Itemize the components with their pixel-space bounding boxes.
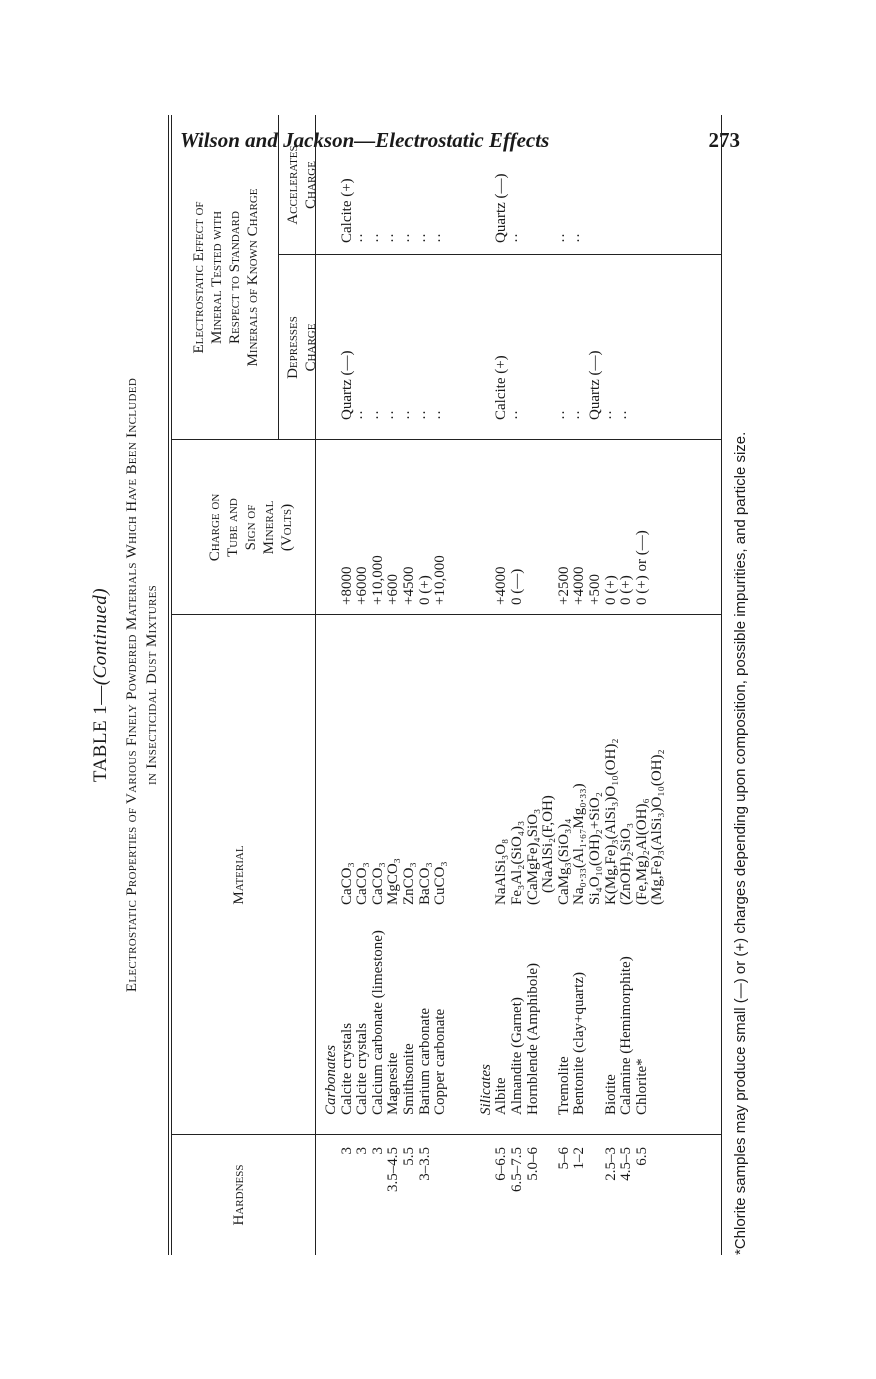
- accelerates-value: ··: [571, 233, 588, 243]
- material-formula: (CaMgFe)₄SiO₃: [524, 808, 541, 905]
- material-formula: MgCO₃: [385, 858, 402, 905]
- hardness-value: 1–2: [571, 1147, 588, 1170]
- material-name: Calcite crystals: [338, 1022, 355, 1115]
- column-divider: [278, 254, 721, 255]
- hardness-value: 2.5–3: [602, 1147, 619, 1181]
- running-title: Wilson and Jackson—Electrostatic Effects: [180, 128, 550, 152]
- hardness-value: 6.5: [633, 1147, 650, 1166]
- charge-value: +4000: [571, 566, 588, 605]
- rotated-table: [90, 55, 770, 1255]
- hardness-value: 4.5–5: [618, 1147, 635, 1181]
- subheader-rule: [278, 115, 279, 440]
- charge-value: +500: [587, 574, 603, 605]
- accelerates-value: ··: [509, 233, 525, 243]
- charge-value: +4000: [493, 566, 510, 605]
- header-depresses: [284, 255, 320, 440]
- effect-line: Electrostatic Effect of: [191, 201, 207, 354]
- material-name: Hornblende (Amphibole): [524, 962, 541, 1115]
- depresses-line: Charge: [303, 323, 319, 372]
- material-name: Bentonite (clay+quartz): [571, 972, 588, 1115]
- column-divider: [172, 1134, 721, 1135]
- accelerates-value: ··: [385, 233, 402, 243]
- material-formula: BaCO₃: [416, 862, 433, 905]
- accelerates-value: ··: [369, 233, 386, 243]
- material-name: Chlorite*: [633, 1058, 650, 1115]
- table-bottom-rule: [721, 115, 722, 1255]
- depresses-value: ··: [571, 410, 588, 420]
- depresses-value: ··: [602, 410, 619, 420]
- charge-value: +10,000: [369, 555, 386, 605]
- material-formula: (ZnOH)₂SiO₃: [618, 822, 635, 905]
- accelerates-line: Charge: [303, 161, 319, 209]
- charge-line: Charge on: [207, 493, 223, 562]
- table-top-rule: [168, 115, 172, 1255]
- charge-value: 0 (+) or (—): [633, 530, 650, 605]
- material-formula: NaAlSi₃O₈: [493, 838, 510, 905]
- depresses-value: ··: [401, 410, 417, 420]
- material-name: Calcite crystals: [354, 1022, 371, 1115]
- page-number: 273: [708, 128, 740, 152]
- hardness-value: 5.5: [401, 1147, 417, 1166]
- material-formula: Fe₃Al₂(SiO₄)₃: [509, 820, 525, 905]
- charge-line: Mineral: [261, 500, 277, 555]
- effect-line: Minerals of Known Charge: [245, 188, 261, 367]
- accelerates-value: ··: [416, 233, 433, 243]
- footnote: *Chlorite samples may produce small (—) or (+) charges depending upon composition, possible impurities, and particle size.: [732, 431, 749, 1255]
- material-formula: CaMg₃(SiO₃)₄: [555, 818, 572, 905]
- charge-line: Tube and: [225, 498, 241, 557]
- depresses-value: ··: [432, 410, 449, 420]
- material-name: Albite: [493, 1077, 510, 1115]
- header-effect: [190, 115, 262, 440]
- material-formula: Si₄O₁₀(OH)₂+SiO₂: [587, 792, 603, 905]
- header-charge: [206, 440, 296, 615]
- table-title: TABLE 1—(Continued): [90, 587, 111, 783]
- charge-value: +600: [385, 574, 402, 605]
- material-formula: Na₀.₃₃(Al₁.₆₇Mg₀.₃₃): [571, 783, 588, 905]
- charge-value: +10,000: [432, 555, 449, 605]
- hardness-value: 3: [338, 1147, 355, 1155]
- charge-value: 0 (+): [618, 575, 635, 605]
- depresses-value: ··: [354, 410, 371, 420]
- hardness-value: 6–6.5: [493, 1147, 510, 1181]
- material-formula: CaCO₃: [338, 862, 355, 905]
- depresses-line: Depresses: [285, 316, 301, 379]
- depresses-value: ··: [618, 410, 635, 420]
- charge-value: +6000: [354, 566, 371, 605]
- charge-line: (Volts): [279, 503, 295, 552]
- accelerates-value: ··: [432, 233, 449, 243]
- accelerates-value: ··: [555, 233, 572, 243]
- accelerates-value: ··: [401, 233, 417, 243]
- material-name: Smithsonite: [401, 1043, 417, 1115]
- depresses-value: ··: [555, 410, 572, 420]
- depresses-value: ··: [369, 410, 386, 420]
- effect-line: Respect to Standard: [227, 211, 243, 344]
- material-name: Magnesite: [385, 1052, 402, 1115]
- charge-value: 0 (+): [602, 575, 619, 605]
- data-table: [168, 115, 723, 1255]
- material-name: Almandite (Garnet): [509, 997, 525, 1115]
- material-name: Calamine (Hemimorphite): [618, 956, 635, 1115]
- material-name: Copper carbonate: [432, 1008, 449, 1115]
- charge-value: 0 (+): [416, 575, 433, 605]
- header-material: Material: [231, 845, 247, 905]
- material-formula: CaCO₃: [369, 862, 386, 905]
- hardness-value: 5.0–6: [524, 1147, 541, 1181]
- material-formula: (Mg,Fe)₃(AlSi₃)O₁₀(OH)₂: [649, 749, 666, 905]
- material-formula: (Fe,Mg)₂Al(OH)₆: [633, 798, 650, 905]
- material-name: Biotite: [602, 1074, 619, 1115]
- hardness-value: 3: [369, 1147, 386, 1155]
- accelerates-value: ··: [354, 233, 371, 243]
- material-formula: ZnCO₃: [401, 862, 417, 905]
- depresses-value: Quartz (—): [587, 350, 603, 420]
- hardness-value: 6.5–7.5: [509, 1147, 525, 1192]
- hardness-value: 3: [354, 1147, 371, 1155]
- hardness-value: 3.5–4.5: [385, 1147, 402, 1192]
- charge-value: +4500: [401, 566, 417, 605]
- accelerates-value: Quartz (—): [493, 173, 510, 243]
- material-formula: K(Mg,Fe)₃(AlSi₃)O₁₀(OH)₂: [602, 738, 619, 905]
- charge-value: +8000: [338, 566, 355, 605]
- group-heading: Carbonates: [323, 1044, 339, 1115]
- material-formula: CuCO₃: [432, 861, 449, 905]
- material-formula: CaCO₃: [354, 862, 371, 905]
- charge-value: 0 (—): [509, 568, 525, 605]
- header-accelerates: [284, 115, 320, 255]
- accelerates-value: Calcite (+): [338, 178, 355, 243]
- material-name: Barium carbonate: [416, 1007, 433, 1115]
- effect-line: Mineral Tested with: [209, 211, 225, 344]
- depresses-value: Quartz (—): [338, 350, 355, 420]
- material-formula: (NaAlSi₂(F,OH): [540, 795, 557, 893]
- accelerates-line: Accelerates: [285, 145, 301, 225]
- material-name: Tremolite: [555, 1056, 572, 1115]
- depresses-value: ··: [385, 410, 402, 420]
- depresses-value: ··: [509, 410, 525, 420]
- charge-value: +2500: [555, 566, 572, 605]
- depresses-value: ··: [416, 410, 433, 420]
- group-heading: Silicates: [477, 1064, 494, 1115]
- header-hardness: Hardness: [231, 1164, 247, 1226]
- depresses-value: Calcite (+): [493, 355, 510, 420]
- hardness-value: 3–3.5: [416, 1147, 433, 1181]
- table-caption: Electrostatic Properties of Various Finely Powdered Materials Which Have Been Included in Insecticidal Dust Mixtures: [124, 377, 160, 993]
- hardness-value: 5–6: [555, 1147, 572, 1170]
- charge-line: Sign of: [243, 504, 259, 551]
- material-name: Calcium carbonate (limestone): [369, 930, 386, 1115]
